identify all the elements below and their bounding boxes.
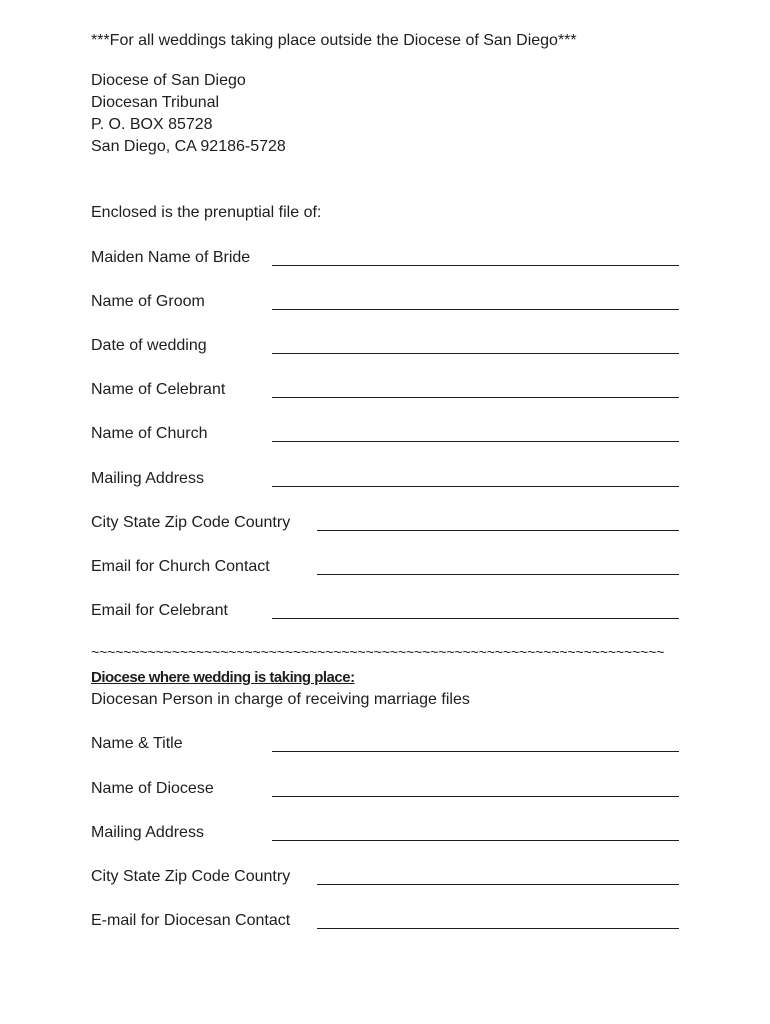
section-heading: Diocese where wedding is taking place:: [91, 669, 355, 686]
address-line-4: San Diego, CA 92186-5728: [91, 138, 286, 155]
enclosed-intro: Enclosed is the prenuptial file of:: [91, 204, 322, 221]
email-diocesan-contact-blank[interactable]: [317, 928, 679, 929]
tilde-separator: ~~~~~~~~~~~~~~~~~~~~~~~~~~~~~~~~~~~~~~~~~~~~~~~~~~~~~~~~~~~~~~~~~~~~~~~: [91, 644, 665, 660]
field-row-name-and-title: [91, 734, 679, 754]
name-of-church-blank[interactable]: [272, 441, 679, 442]
field-row-name-of-celebrant: [91, 380, 679, 400]
address-line-1: Diocese of San Diego: [91, 72, 246, 89]
field-row-name-of-church: [91, 424, 679, 444]
name-of-celebrant-blank[interactable]: [272, 397, 679, 398]
field-row-email-diocesan-contact: [91, 911, 679, 931]
field-label: City State Zip Code Country: [91, 514, 291, 531]
field-row-maiden-name-of-bride: [91, 248, 679, 268]
field-label: Maiden Name of Bride: [91, 249, 251, 266]
city-state-zip-country-blank[interactable]: [317, 530, 679, 531]
field-label: Date of wedding: [91, 337, 207, 354]
field-row-email-celebrant: [91, 601, 679, 621]
mailing-address-blank[interactable]: [272, 486, 679, 487]
field-label: Name of Groom: [91, 293, 205, 310]
email-church-contact-blank[interactable]: [317, 574, 679, 575]
field-label: Name of Diocese: [91, 780, 214, 797]
field-label: E-mail for Diocesan Contact: [91, 912, 291, 929]
field-row-email-church-contact: [91, 557, 679, 577]
field-row-name-of-diocese: [91, 779, 679, 799]
field-label: Name & Title: [91, 735, 183, 752]
field-label: Mailing Address: [91, 824, 204, 841]
date-of-wedding-blank[interactable]: [272, 353, 679, 354]
field-row-city-state-zip-country: [91, 513, 679, 533]
field-label: Mailing Address: [91, 470, 204, 487]
maiden-name-of-bride-blank[interactable]: [272, 265, 679, 266]
address-line-2: Diocesan Tribunal: [91, 94, 220, 111]
name-and-title-blank[interactable]: [272, 751, 679, 752]
field-row-diocese-city-state-zip-country: [91, 867, 679, 887]
field-label: Email for Celebrant: [91, 602, 228, 619]
field-label: Name of Church: [91, 425, 208, 442]
name-of-diocese-blank[interactable]: [272, 796, 679, 797]
field-row-diocese-mailing-address: [91, 823, 679, 843]
header-note: ***For all weddings taking place outside the Diocese of San Diego***: [91, 32, 577, 49]
diocese-mailing-address-blank[interactable]: [272, 840, 679, 841]
field-label: Email for Church Contact: [91, 558, 270, 575]
name-of-groom-blank[interactable]: [272, 309, 679, 310]
section-subheading: Diocesan Person in charge of receiving marriage files: [91, 691, 470, 708]
field-row-name-of-groom: [91, 292, 679, 312]
field-row-mailing-address: [91, 469, 679, 489]
field-label: Name of Celebrant: [91, 381, 226, 398]
diocese-city-state-zip-country-blank[interactable]: [317, 884, 679, 885]
address-line-3: P. O. BOX 85728: [91, 116, 213, 133]
field-label: City State Zip Code Country: [91, 868, 291, 885]
field-row-date-of-wedding: [91, 336, 679, 356]
email-celebrant-blank[interactable]: [272, 618, 679, 619]
